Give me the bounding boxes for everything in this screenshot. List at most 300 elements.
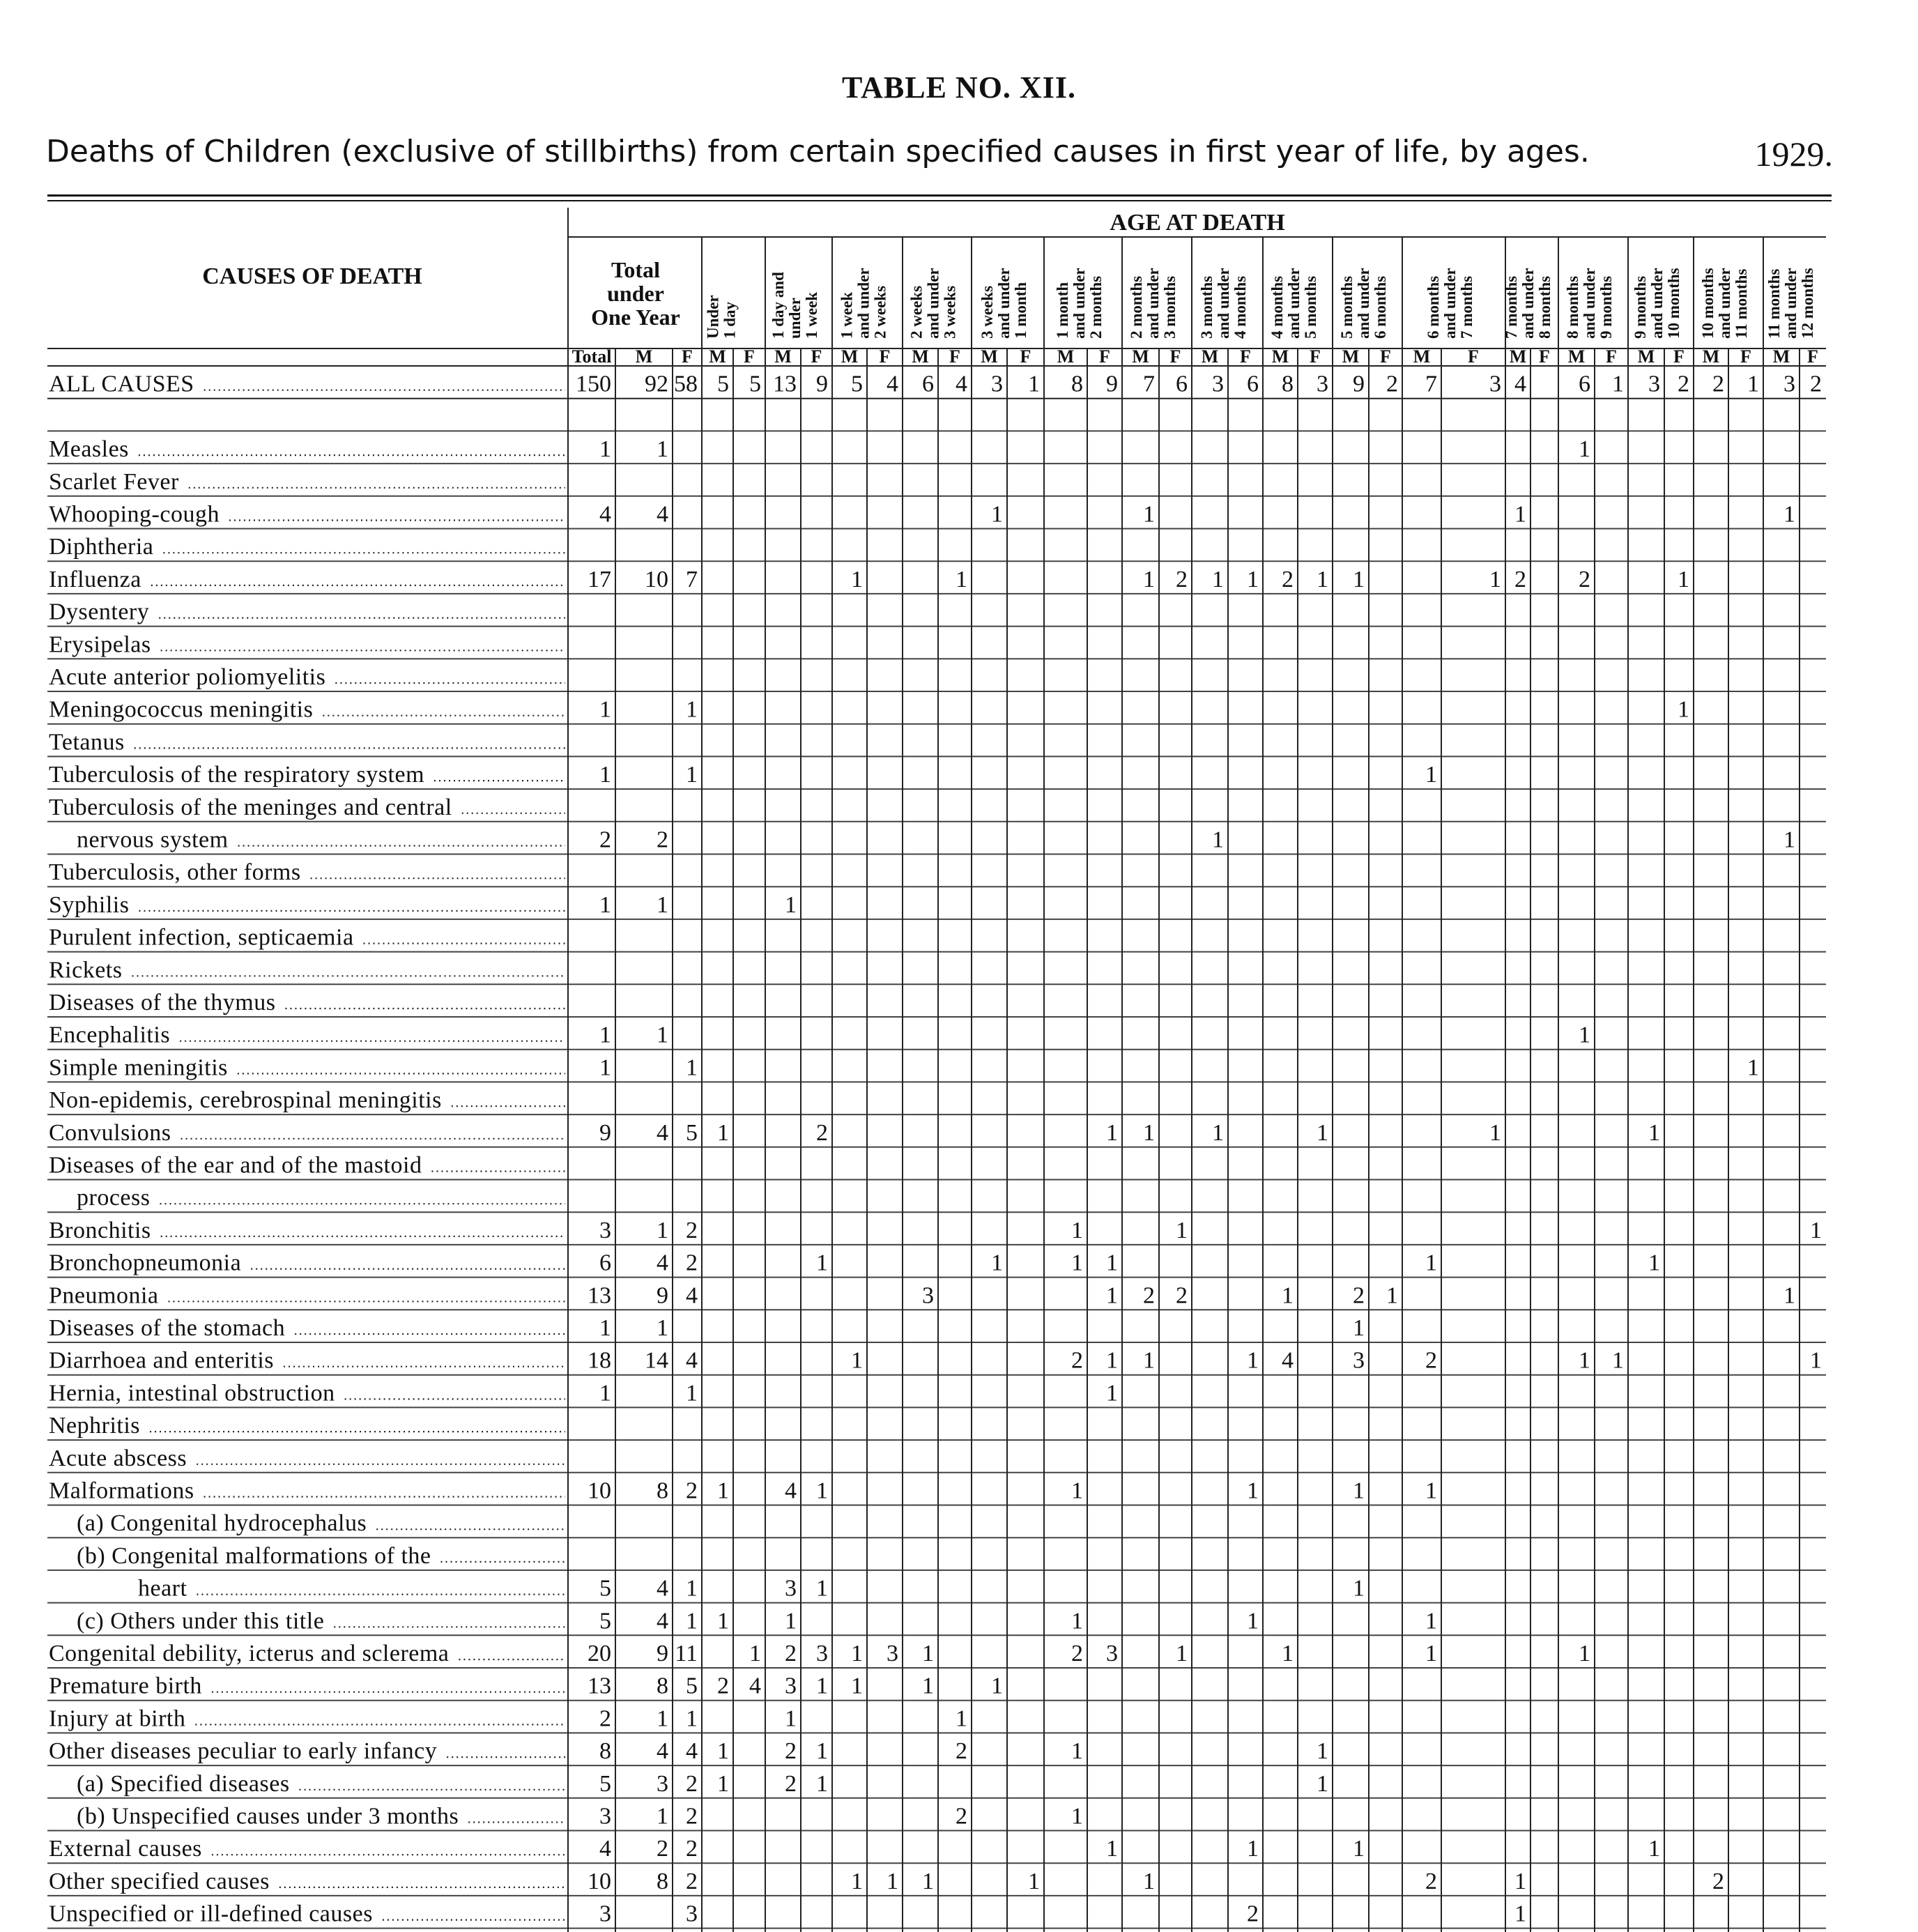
cell-value: 1 xyxy=(1106,1282,1118,1309)
cell-value: 1 xyxy=(1579,1347,1590,1374)
table-row xyxy=(47,1576,1826,1603)
cell-value: 2 xyxy=(1176,1282,1188,1309)
table-row xyxy=(47,469,1826,496)
sex-subheader: F xyxy=(1020,346,1031,367)
cell-value: 1 xyxy=(851,1347,863,1374)
age-group-label: 10 months xyxy=(1665,268,1682,339)
table-row xyxy=(47,1153,1826,1180)
table-row xyxy=(47,762,1826,789)
cell-value: 1 xyxy=(599,1022,611,1048)
age-group-label: 2 months xyxy=(1087,275,1105,339)
cause-label: Unspecified or ill-defined causes xyxy=(49,1901,373,1927)
age-group-label: 7 months xyxy=(1503,275,1520,339)
cell-value: 1 xyxy=(1489,566,1501,592)
sex-subheader: F xyxy=(1673,346,1685,367)
table-row xyxy=(47,599,1826,627)
cell-value: 1 xyxy=(1247,1347,1259,1374)
cell-value: 1 xyxy=(785,891,797,918)
age-group-label: 8 months xyxy=(1536,275,1553,339)
cell-value: 14 xyxy=(645,1347,668,1374)
table-row xyxy=(47,1380,1826,1407)
cell-value: 1 xyxy=(599,696,611,723)
sex-subheader: M xyxy=(709,346,726,367)
age-group-label: and under xyxy=(1581,268,1598,339)
cell-value: 1 xyxy=(816,1250,828,1276)
table-row xyxy=(47,795,1826,822)
cell-value: 9 xyxy=(657,1282,668,1309)
cause-label: Pneumonia xyxy=(49,1282,159,1309)
cell-value: 1 xyxy=(1317,1738,1328,1765)
cell-value: 1 xyxy=(1212,827,1224,853)
cell-value: 1 xyxy=(657,436,668,463)
cause-label: Nephritis xyxy=(49,1413,141,1439)
table-row xyxy=(47,1282,1826,1310)
cause-label: Other specified causes xyxy=(49,1868,270,1894)
cell-value: 1 xyxy=(1648,1836,1660,1862)
age-group-label: 10 months xyxy=(1699,268,1717,339)
age-group-label: 1 week xyxy=(803,291,820,339)
table-row xyxy=(47,1446,1826,1473)
table-row xyxy=(47,1869,1826,1896)
age-group-label: 11 months xyxy=(1733,268,1750,339)
cause-label: External causes xyxy=(49,1836,202,1862)
cell-value: 7 xyxy=(1143,371,1155,397)
cause-label: Congenital debility, icterus and sclerema xyxy=(49,1641,450,1666)
cell-value: 2 xyxy=(1425,1347,1437,1374)
age-group-label: 1 day and xyxy=(769,272,787,339)
cell-value: 4 xyxy=(1514,371,1526,397)
cell-value: 1 xyxy=(1810,1347,1822,1374)
cause-label: Dysentery xyxy=(49,599,150,625)
cell-value: 5 xyxy=(599,1770,611,1797)
cell-value: 1 xyxy=(1143,1868,1155,1894)
cell-value: 2 xyxy=(599,1705,611,1732)
sex-subheader: M xyxy=(1702,346,1720,367)
sex-subheader: M xyxy=(1201,346,1219,367)
cell-value: 2 xyxy=(1176,566,1188,592)
cell-value: 3 xyxy=(785,1673,797,1699)
cell-value: 9 xyxy=(1106,371,1118,397)
cause-label: Rickets xyxy=(49,957,123,983)
cell-value: 20 xyxy=(588,1641,611,1666)
cell-value: 1 xyxy=(1425,1641,1437,1666)
cell-value: 1 xyxy=(599,1380,611,1406)
age-group-label: and under xyxy=(1519,268,1537,339)
sex-subheader: M xyxy=(1132,346,1149,367)
cell-value: 1 xyxy=(1028,1868,1040,1894)
cell-value: 1 xyxy=(1212,566,1224,592)
age-group-label: and under xyxy=(1716,268,1733,339)
cell-value: 1 xyxy=(1612,1347,1624,1374)
cell-value: 11 xyxy=(675,1641,698,1666)
sex-subheader: M xyxy=(981,346,998,367)
cell-value: 3 xyxy=(686,1901,698,1927)
cell-value: 2 xyxy=(1579,566,1590,592)
cell-value: 1 xyxy=(657,1217,668,1243)
cause-label: (a) Specified diseases xyxy=(77,1770,290,1797)
age-group-label: 8 months xyxy=(1564,275,1581,339)
cause-label: Tuberculosis of the respiratory system xyxy=(49,762,425,788)
sex-subheader: F xyxy=(1380,346,1391,367)
table-row xyxy=(47,567,1826,594)
cell-value: 2 xyxy=(1712,1868,1724,1894)
cause-label: (b) Unspecified causes under 3 months xyxy=(77,1803,459,1830)
sex-subheader: F xyxy=(1099,346,1110,367)
table-row xyxy=(47,1315,1826,1342)
cell-value: 9 xyxy=(1353,371,1365,397)
cause-label: Injury at birth xyxy=(49,1705,186,1732)
cell-value: 4 xyxy=(686,1347,698,1374)
cell-value: 1 xyxy=(1143,1347,1155,1374)
cause-label: Malformations xyxy=(49,1478,194,1504)
table-row xyxy=(47,1250,1826,1278)
age-group-label: 2 weeks xyxy=(871,285,889,339)
cell-value: 1 xyxy=(686,1575,698,1602)
cause-label: Meningococcus meningitis xyxy=(49,696,314,723)
cell-value: 6 xyxy=(1579,371,1590,397)
cell-value: 1 xyxy=(599,891,611,918)
age-group-label: 9 months xyxy=(1597,275,1615,339)
cell-value: 5 xyxy=(851,371,863,397)
cell-value: 10 xyxy=(588,1478,611,1504)
cell-value: 1 xyxy=(1071,1250,1083,1276)
sex-subheader: F xyxy=(1740,346,1751,367)
cell-value: 6 xyxy=(922,371,934,397)
age-group-label: 5 months xyxy=(1338,275,1356,339)
cell-value: 1 xyxy=(1579,1022,1590,1048)
age-group-label: 4 months xyxy=(1268,275,1286,339)
cell-value: 1 xyxy=(816,1770,828,1797)
cell-value: 5 xyxy=(717,371,729,397)
cell-value: 2 xyxy=(1071,1641,1083,1666)
cause-label: Tuberculosis, other forms xyxy=(49,859,301,886)
cell-value: 9 xyxy=(599,1119,611,1146)
cell-value: 5 xyxy=(749,371,761,397)
sex-subheader: F xyxy=(682,346,693,367)
cell-value: 3 xyxy=(599,1901,611,1927)
cell-value: 1 xyxy=(1747,371,1759,397)
age-group-label: 1 month xyxy=(1054,282,1071,339)
cell-value: 1 xyxy=(1106,1119,1118,1146)
cell-value: 1 xyxy=(991,1673,1003,1699)
cause-label: Simple meningitis xyxy=(49,1055,228,1081)
sex-subheader: F xyxy=(1606,346,1617,367)
cause-label: Other diseases peculiar to early infancy xyxy=(49,1738,438,1765)
sex-subheader: F xyxy=(1169,346,1181,367)
cell-value: 13 xyxy=(588,1282,611,1309)
age-group-label: 7 months xyxy=(1458,275,1475,339)
cell-value: 2 xyxy=(816,1119,828,1146)
cell-value: 1 xyxy=(1678,566,1689,592)
cell-value: 3 xyxy=(887,1641,898,1666)
cause-label: process xyxy=(77,1185,151,1211)
cell-value: 5 xyxy=(599,1575,611,1602)
cell-value: 8 xyxy=(1071,371,1083,397)
table-row xyxy=(47,957,1826,984)
cell-value: 1 xyxy=(1353,1478,1365,1504)
cell-value: 2 xyxy=(1810,371,1822,397)
cell-value: 1 xyxy=(1028,371,1040,397)
cell-value: 1 xyxy=(657,1315,668,1341)
cell-value: 1 xyxy=(1247,566,1259,592)
cell-value: 1 xyxy=(1353,1575,1365,1602)
table-row xyxy=(47,827,1826,854)
table-title: TABLE NO. XII. xyxy=(842,70,1076,105)
sex-subheader: M xyxy=(1567,346,1586,367)
cell-value: 1 xyxy=(1106,1347,1118,1374)
table-row xyxy=(47,1771,1826,1798)
table-row xyxy=(47,502,1826,529)
age-group-label: and under xyxy=(1441,268,1459,339)
cell-value: 8 xyxy=(657,1868,668,1894)
cause-label: Erysipelas xyxy=(49,631,151,658)
cell-value: 1 xyxy=(1071,1803,1083,1830)
cause-label: Tuberculosis of the meninges and central xyxy=(49,794,452,820)
sex-subheader: M xyxy=(1413,346,1431,367)
cell-value: 3 xyxy=(1106,1641,1118,1666)
cell-value: 4 xyxy=(599,501,611,528)
cell-value: 4 xyxy=(686,1282,698,1309)
sex-subheader: M xyxy=(1772,346,1790,367)
sex-subheader: M xyxy=(1057,346,1075,367)
cell-value: 4 xyxy=(599,1836,611,1862)
cell-value: 1 xyxy=(686,762,698,788)
age-group-label: 1 month xyxy=(1012,282,1029,339)
cell-value: 2 xyxy=(686,1478,698,1504)
cell-value: 2 xyxy=(785,1770,797,1797)
sex-subheader: Total xyxy=(571,346,612,367)
cell-value: 1 xyxy=(717,1478,729,1504)
cell-value: 10 xyxy=(645,566,668,592)
cell-value: 1 xyxy=(686,1608,698,1634)
table-row xyxy=(47,1478,1826,1505)
cell-value: 1 xyxy=(922,1673,934,1699)
cell-value: 8 xyxy=(657,1478,668,1504)
cell-value: 4 xyxy=(785,1478,797,1504)
age-group-label: 1 day xyxy=(721,301,739,339)
cell-value: 18 xyxy=(588,1347,611,1374)
table-row xyxy=(47,1055,1826,1082)
cell-value: 2 xyxy=(785,1738,797,1765)
cell-value: 1 xyxy=(1425,762,1437,788)
cell-value: 1 xyxy=(1106,1380,1118,1406)
cell-value: 3 xyxy=(922,1282,934,1309)
sex-subheader: F xyxy=(1240,346,1251,367)
cell-value: 1 xyxy=(991,1250,1003,1276)
cause-label: heart xyxy=(138,1575,187,1602)
cell-value: 1 xyxy=(686,696,698,723)
cell-value: 3 xyxy=(785,1575,797,1602)
table-row xyxy=(47,664,1826,691)
cell-value: 10 xyxy=(588,1868,611,1894)
cell-value: 4 xyxy=(657,1575,668,1602)
cell-value: 1 xyxy=(816,1738,828,1765)
cell-value: 3 xyxy=(1783,371,1795,397)
cell-value: 5 xyxy=(686,1119,698,1146)
cell-value: 8 xyxy=(657,1673,668,1699)
table-row xyxy=(47,1543,1826,1570)
cell-value: 1 xyxy=(1783,1282,1795,1309)
cell-value: 2 xyxy=(1071,1347,1083,1374)
cell-value: 3 xyxy=(816,1641,828,1666)
table-row xyxy=(47,1510,1826,1538)
cell-value: 1 xyxy=(1353,1315,1365,1341)
cell-value: 4 xyxy=(657,501,668,528)
cell-value: 1 xyxy=(956,1705,967,1732)
sex-subheader: F xyxy=(1468,346,1479,367)
cell-value: 5 xyxy=(686,1673,698,1699)
cell-value: 4 xyxy=(686,1738,698,1765)
sex-subheader: F xyxy=(879,346,891,367)
cell-value: 4 xyxy=(657,1250,668,1276)
age-group-label: and under xyxy=(924,268,942,339)
cell-value: 1 xyxy=(1579,436,1590,463)
cell-value: 1 xyxy=(785,1608,797,1634)
cell-value: 2 xyxy=(1386,371,1398,397)
cell-value: 1 xyxy=(686,1055,698,1081)
cell-value: 1 xyxy=(1648,1250,1660,1276)
cell-value: 9 xyxy=(816,371,828,397)
cell-value: 1 xyxy=(1282,1282,1294,1309)
cell-value: 1 xyxy=(1425,1608,1437,1634)
cell-value: 13 xyxy=(773,371,797,397)
cell-value: 1 xyxy=(887,1868,898,1894)
cell-value: 1 xyxy=(1176,1217,1188,1243)
sex-subheader: M xyxy=(1509,346,1527,367)
table-row xyxy=(47,1185,1826,1212)
cell-value: 1 xyxy=(851,566,863,592)
cell-value: 3 xyxy=(657,1770,668,1797)
cell-value: 1 xyxy=(657,1022,668,1048)
cell-value: 1 xyxy=(1514,1868,1526,1894)
cell-value: 1 xyxy=(686,1380,698,1406)
cell-value: 1 xyxy=(922,1868,934,1894)
age-group-label: and under xyxy=(1648,268,1666,339)
cell-value: 150 xyxy=(576,371,611,397)
cell-value: 1 xyxy=(1353,1836,1365,1862)
cell-value: 1 xyxy=(1648,1119,1660,1146)
table-row xyxy=(47,1673,1826,1701)
cell-value: 1 xyxy=(599,1055,611,1081)
age-group-label: Under xyxy=(704,295,722,339)
cell-value: 1 xyxy=(1514,501,1526,528)
age-group-label: and under xyxy=(1285,268,1303,339)
age-at-death-label: AGE AT DEATH xyxy=(1110,210,1285,236)
sex-subheader: F xyxy=(1807,346,1818,367)
cell-value: 1 xyxy=(1317,1770,1328,1797)
age-group-label: and under xyxy=(1071,268,1088,339)
cell-value: 1 xyxy=(1579,1641,1590,1666)
cell-value: 1 xyxy=(1386,1282,1398,1309)
table-year: 1929. xyxy=(1754,135,1833,174)
age-group-label: 3 months xyxy=(1198,275,1215,339)
cause-label: Scarlet Fever xyxy=(49,468,179,495)
cell-value: 1 xyxy=(1071,1478,1083,1504)
cell-value: 1 xyxy=(717,1738,729,1765)
cell-value: 1 xyxy=(1212,1119,1224,1146)
cell-value: 1 xyxy=(1783,501,1795,528)
cell-value: 1 xyxy=(956,566,967,592)
table-row xyxy=(47,1022,1826,1050)
cause-label: Bronchopneumonia xyxy=(49,1250,242,1276)
age-group-label: and under xyxy=(1782,268,1800,339)
sex-subheader: M xyxy=(1271,346,1289,367)
cell-value: 1 xyxy=(749,1641,761,1666)
cause-label: nervous system xyxy=(77,827,229,853)
cell-value: 1 xyxy=(717,1770,729,1797)
table-row xyxy=(47,1901,1826,1929)
cell-value: 4 xyxy=(1282,1347,1294,1374)
cause-label: Measles xyxy=(49,436,129,463)
cell-value: 4 xyxy=(749,1673,761,1699)
cell-value: 2 xyxy=(686,1868,698,1894)
cell-value: 1 xyxy=(599,436,611,463)
cause-label: Premature birth xyxy=(49,1673,202,1699)
cause-label: Convulsions xyxy=(49,1119,171,1146)
cell-value: 1 xyxy=(1747,1055,1759,1081)
cell-value: 3 xyxy=(1353,1347,1365,1374)
sex-subheader: M xyxy=(1342,346,1360,367)
cell-value: 1 xyxy=(816,1575,828,1602)
age-group-label: and under xyxy=(1355,268,1372,339)
age-group-label: 4 months xyxy=(1232,275,1249,339)
cell-value: 1 xyxy=(1317,566,1328,592)
cell-value: 2 xyxy=(657,1836,668,1862)
age-group-label: and under xyxy=(854,268,873,339)
cell-value: 2 xyxy=(657,827,668,853)
cell-value: 1 xyxy=(1489,1119,1501,1146)
table-row xyxy=(47,1641,1826,1668)
cause-label: Acute abscess xyxy=(49,1445,187,1471)
cell-value: 1 xyxy=(599,1315,611,1341)
total-under-one-year-label: One Year xyxy=(591,305,680,330)
cell-value: 1 xyxy=(1106,1836,1118,1862)
sex-subheader: F xyxy=(811,346,822,367)
table-row xyxy=(47,1705,1826,1733)
cell-value: 2 xyxy=(785,1641,797,1666)
cell-value: 2 xyxy=(686,1250,698,1276)
cell-value: 1 xyxy=(1143,1119,1155,1146)
cell-value: 1 xyxy=(1071,1608,1083,1634)
cell-value: 92 xyxy=(645,371,668,397)
cell-value: 2 xyxy=(1425,1868,1437,1894)
cell-value: 1 xyxy=(717,1119,729,1146)
table-row xyxy=(47,1738,1826,1765)
cell-value: 1 xyxy=(1176,1641,1188,1666)
cause-label: (b) Congenital malformations of the xyxy=(77,1542,431,1569)
cell-value: 9 xyxy=(657,1641,668,1666)
cell-value: 1 xyxy=(991,501,1003,528)
cell-value: 2 xyxy=(1712,371,1724,397)
cell-value: 3 xyxy=(599,1217,611,1243)
cause-label: Diphtheria xyxy=(49,534,154,560)
cell-value: 5 xyxy=(599,1608,611,1634)
cell-value: 1 xyxy=(816,1673,828,1699)
table-row xyxy=(47,436,1826,463)
cause-label: Influenza xyxy=(49,566,141,592)
age-group-label: 1 week xyxy=(838,291,856,339)
table-row xyxy=(47,925,1826,952)
table-row xyxy=(47,1218,1826,1245)
table-row xyxy=(47,1087,1826,1114)
cell-value: 2 xyxy=(686,1836,698,1862)
cell-value: 1 xyxy=(851,1868,863,1894)
table-body xyxy=(47,371,1826,1929)
cause-label: Diarrhoea and enteritis xyxy=(49,1347,275,1374)
cell-value: 2 xyxy=(1353,1282,1365,1309)
cause-label: Tetanus xyxy=(49,729,125,756)
cell-value: 2 xyxy=(956,1803,967,1830)
